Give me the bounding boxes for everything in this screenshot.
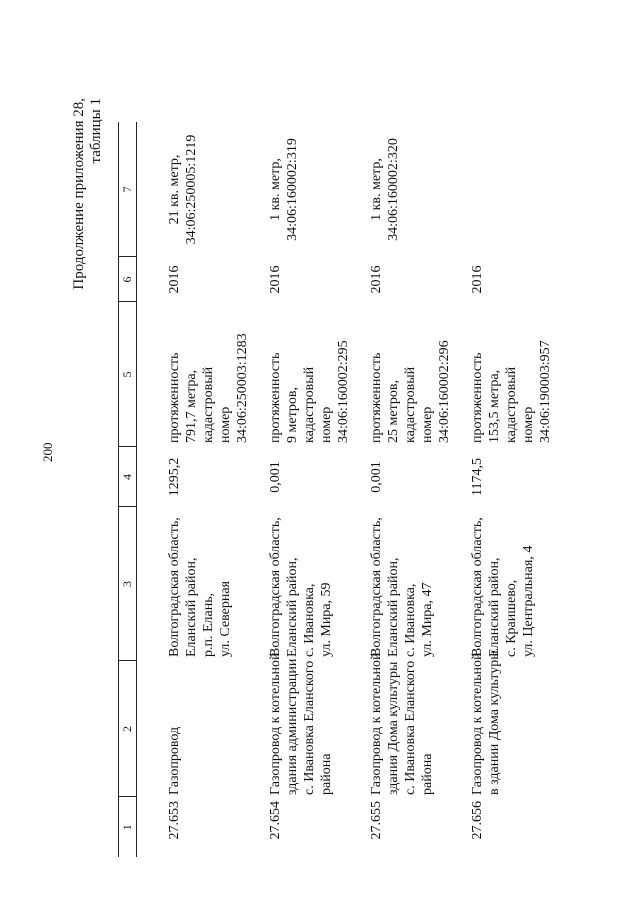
cell-line: номер <box>521 406 536 443</box>
column-header: 1 <box>119 797 137 857</box>
caption-line-1: Продолжение приложения 28, <box>71 98 87 290</box>
cell-line: 34:06:250005:1219 <box>184 134 199 245</box>
cell-line: Газопровод <box>167 726 182 795</box>
object-characteristics <box>251 302 352 447</box>
object-characteristics <box>137 302 252 447</box>
cell-line: с. Ивановка, <box>403 583 418 657</box>
table-row <box>352 122 453 857</box>
caption-line-2: таблицы 1 <box>88 98 104 164</box>
object-year: 2016 <box>369 265 384 294</box>
cell-line: кадастровый <box>302 366 317 443</box>
cell-line: 34:06:160002:295 <box>336 340 351 443</box>
object-address <box>251 507 352 661</box>
object-characteristics <box>352 302 453 447</box>
cell-line: номер <box>218 406 233 443</box>
cell-line: кадастровый <box>504 366 519 443</box>
cell-line: здания Дома культуры <box>386 661 401 795</box>
object-address <box>137 507 252 661</box>
cell-line: р.п. Елань, <box>201 592 216 657</box>
column-header: 7 <box>119 122 137 257</box>
cell-line: 791,7 метра, <box>184 369 199 443</box>
cell-line: 1 кв. метр, <box>268 158 283 221</box>
cell-line: протяженность <box>369 352 384 443</box>
property-table <box>118 122 554 857</box>
cell-line: 25 метров, <box>386 380 401 443</box>
cell-line: Волгоградская область, <box>167 517 182 657</box>
cell-line: ул. Мира, 47 <box>420 582 435 657</box>
table-row <box>137 122 252 857</box>
column-header: 2 <box>119 661 137 797</box>
cell-line: с. Ивановка Еланского <box>302 660 317 795</box>
cell-line: Еланский район, <box>487 557 502 657</box>
cell-line: 1 кв. метр, <box>369 158 384 221</box>
object-land-area <box>453 122 554 257</box>
cell-line: с. Краишево, <box>504 579 519 657</box>
column-header: 4 <box>119 447 137 507</box>
header-row <box>119 122 137 857</box>
cell-line: Еланский район, <box>184 557 199 657</box>
object-value: 0,001 <box>369 461 384 493</box>
table-row <box>251 122 352 857</box>
object-name <box>251 652 352 797</box>
cell-line: 34:06:250003:1283 <box>235 333 250 443</box>
cell-line: 153,5 метра, <box>487 369 502 443</box>
object-year: 2016 <box>470 265 485 294</box>
cell-line: кадастровый <box>403 366 418 443</box>
column-header: 3 <box>119 507 137 661</box>
cell-line: Еланский район, <box>386 557 401 657</box>
cell-line: протяженность <box>167 352 182 443</box>
cell-line: протяженность <box>268 352 283 443</box>
cell-line: ул. Мира, 59 <box>319 582 334 657</box>
table-row <box>453 122 554 857</box>
cell-line: кадастровый <box>201 366 216 443</box>
cell-line: номер <box>420 406 435 443</box>
cell-line: ул. Центральная, 4 <box>521 545 536 657</box>
cell-line: ул. Северная <box>218 581 233 657</box>
cell-line: протяженность <box>470 352 485 443</box>
object-value: 1295,2 <box>167 457 182 497</box>
object-value: 1174,5 <box>470 458 485 496</box>
object-year: 2016 <box>167 265 182 294</box>
object-year: 2016 <box>268 265 283 294</box>
object-land-area <box>137 122 252 257</box>
cell-line: номер <box>319 406 334 443</box>
cell-line: с. Ивановка Еланского <box>403 660 418 795</box>
cell-line: Газопровод к котельной <box>369 652 384 795</box>
row-number: 27.655 <box>369 801 384 840</box>
cell-line: 34:06:160002:320 <box>386 138 401 241</box>
cell-line: района <box>420 753 435 795</box>
cell-line: 21 кв. метр, <box>167 154 182 225</box>
cell-line: Еланский район, <box>285 557 300 657</box>
row-number: 27.654 <box>268 801 283 840</box>
object-address <box>453 507 554 661</box>
column-header: 6 <box>119 257 137 302</box>
cell-line: с. Ивановка, <box>302 583 317 657</box>
cell-line: здания администрации <box>285 658 300 795</box>
cell-line: 9 метров, <box>285 387 300 443</box>
column-header: 5 <box>119 302 137 447</box>
cell-line: в здании Дома культуры <box>487 650 502 795</box>
cell-line: Волгоградская область, <box>268 517 283 657</box>
object-land-area <box>352 122 453 257</box>
cell-line: Газопровод к котельной <box>470 652 485 795</box>
object-characteristics <box>453 302 554 447</box>
object-name <box>352 652 453 797</box>
object-name <box>453 650 554 797</box>
object-name <box>137 661 252 797</box>
cell-line: Волгоградская область, <box>369 517 384 657</box>
cell-line: района <box>319 753 334 795</box>
cell-line: 34:06:190003:957 <box>538 340 553 443</box>
page-number: 200 <box>40 442 55 462</box>
cell-line: Волгоградская область, <box>470 517 485 657</box>
row-number: 27.653 <box>167 801 182 840</box>
cell-line: 34:06:160002:296 <box>437 340 452 443</box>
object-value: 0,001 <box>268 461 283 493</box>
cell-line: 34:06:160002:319 <box>285 138 300 241</box>
object-land-area <box>251 122 352 257</box>
cell-line: Газопровод к котельной <box>268 652 283 795</box>
object-address <box>352 507 453 661</box>
row-number: 27.656 <box>470 801 485 840</box>
